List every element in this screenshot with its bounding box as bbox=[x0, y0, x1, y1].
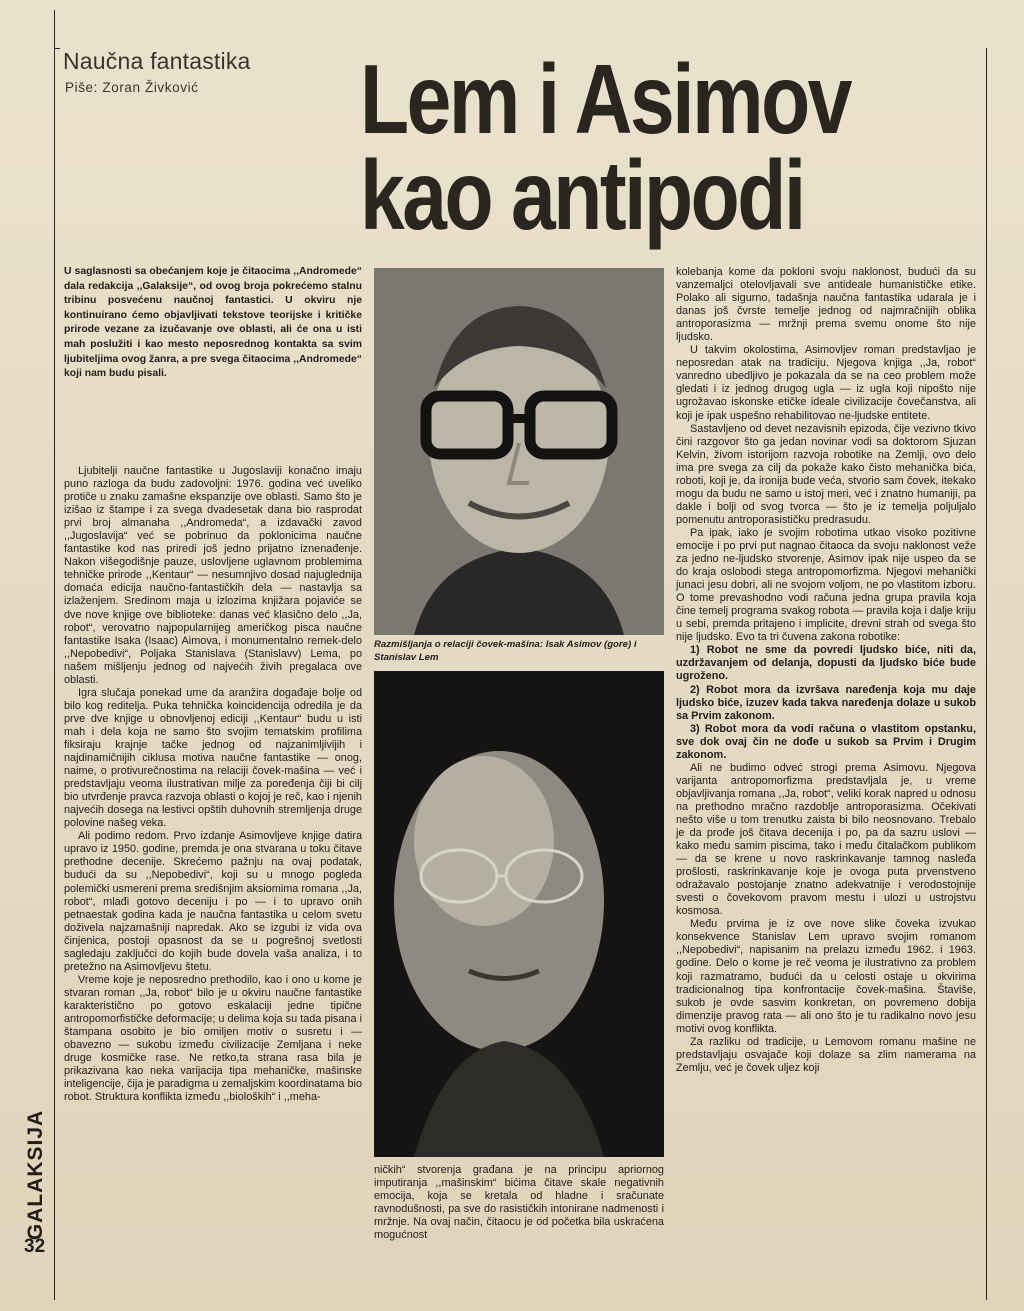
paragraph: U takvim okolostima, Asimovljev roman predstavljao je neposredan atak na tradiciju. Njegova knjiga ,,Ja, robot“ vanredno ubedljivo je pokazala da se na ceo problem može gledati i iz jednog drugog ugla — iz ugla koji nipošto nije ugrožavao iskonske etičke ideale civilizacije čovečanstva, ali koji je ipak uspešno rehabilitovao ne-ljudske entitete. bbox=[676, 344, 976, 422]
paragraph: Ali podimo redom. Prvo izdanje Asimovljeve knjige datira upravo iz 1950. godine, premda je ona stvarana u toku čitave prethodne decenije. Skrećemo pažnju na ovaj podatak, budući da su ,,Nepobedivi“, koji su u mnogo pogleda polemički usmereni prema središnjim aksiomima romana ,,Ja, robot“, mlađi gotovo deceniju i po — i to upravo onih petnaestak godina kada je naučna fantastika u celom svetu doživela najzamašniji napredak. Ako se izgubi iz vida ova činjenica, postoji opasnost da se u pogrešnoj svetlosti sagledaju zaključci do kojih bude dovela vaša analiza, i to pretežno na Asimovljevu štetu. bbox=[64, 830, 362, 973]
robotics-law-2: 2) Robot mora da izvršava naređenja koja mu daje ljudsko biće, izuzev kada takva naređenja dolaze u sukob sa Prvim zakonom. bbox=[676, 683, 976, 722]
headline bbox=[360, 44, 880, 250]
asimov-photo bbox=[374, 268, 664, 635]
magazine-logo bbox=[24, 1109, 48, 1241]
paragraph: Pa ipak, iako je svojim robotima utkao visoko pozitivne emocije i po prvi put nagnao čitaoca da svoju naklonost veže za jedno ne-ljudsko stvorenje, Asimov ipak nije uspeo da se do kraja oslobodi stega antropomorfizma. Njegovi mehanički junaci jesu dobri, ali ne svojom voljom, ne po vlastitom izboru. O tome prevashodno vodi računa jedna grupa pravila koja čine temelj programa svakog robota — pravila koja i dalje kriju u sebi, premda pritajeno i implicite, drevni strah od svega što nije ljudsko. Evo ta tri čuvena zakona robotike: bbox=[676, 526, 976, 644]
author-byline: Piše: Zoran Živković bbox=[65, 80, 199, 95]
paragraph: Vreme koje je neposredno prethodilo, kao i ono u kome je stvaran roman ,,Ja, robot“ bilo je u okviru naučne fantastike karakteristično po gotovo eskalaciji jedne tipične antropomorfističke deformacije; u delima koja su tada pisana i štampana osobito je bio omiljen motiv o susretu i — obavezno — sukobu između civilizacije Zemljana i neke druge kosmičke rase. Ne retko,ta strana rasa bila je prikazivana kao neka varijacija tipa mehaničke, mašinske inteligencije, čija je paradigma u zemaljskim koordinatama bio robot. Struktura konflikta između ,,bioloških“ i ,,meha- bbox=[64, 973, 362, 1104]
lem-portrait-illustration bbox=[374, 671, 664, 1157]
lem-photo bbox=[374, 671, 664, 1157]
paragraph: kolebanja kome da pokloni svoju naklonost, budući da su vanzemaljci otelovljavali sve antideale humanističke etike. Polako ali sigurno, tadašnja naučna fantastika udarala je i danas još čvrste temelje jednog od najmračnijih oblika antroporasizma — mržnji prema svemu onome što nije ljudsko. bbox=[676, 266, 976, 344]
paragraph: Sastavljeno od devet nezavisnih epizoda, čije vezivno tkivo čini razgovor što ga jedan novinar vodi sa doktorom Sjuzan Kelvin, živom istorijom razvoja robotike na Zemlji, ovo delo ima pre svega za cilj da pokaže kako čisto mehanička bića, roboti, koji je, da ironija bude veća, stvorio sam čovek, itekako mogu da budu ne samo u istoj meri, već i znatno humaniji, pa dakle i bolji od svog tvorca — što je iz temelja poljuljalo pomenutu antroporasističku predrasudu. bbox=[676, 422, 976, 526]
asimov-portrait-illustration bbox=[374, 268, 664, 635]
column-3 bbox=[676, 266, 976, 1075]
page-number: 32 bbox=[24, 1236, 46, 1257]
paragraph: ničkih“ stvorenja građana je na principu apriornog imputiranja ,,mašinskim“ bićima čitave skale negativnih emocija, koja se kretala od hladne i sračunate ravnodušnosti, pa sve do rasističkih intonirane nadmenosti i mržnje. Na ovaj način, čitaocu je od početka bila uskraćena mogućnost bbox=[374, 1164, 664, 1242]
lead-paragraph: U saglasnosti sa obećanjem koje je čitaocima ,,Andromede“ dala redakcija ,,Galaksije“, od ovog broja pokrećemo stalnu tribinu posvećenu naučnoj fantastici. U okviru nje kontinuirano ćemo objavljivati tekstove teorijske i kritičke prirode vezane za izučavanje ove oblasti, ali će ona u isti mah poslužiti i kao mesto neposrednog kontakta sa svim ljubiteljima ovog žanra, a pre svega čitaocima ,,Andromede“ koji nam budu pisali. bbox=[64, 266, 362, 380]
magazine-logo-text: GALAKSIJA bbox=[24, 1109, 48, 1241]
paragraph: Ali ne budimo odveć strogi prema Asimovu. Njegova varijanta antropomorfizma predstavljala je, u vreme objavljivanja romana ,,Ja, robot“, veliki korak napred u odnosu na prethodno mračno razdoblje antroporasizma. Očekivati nešto više u tom trenutku zaista bi bilo neosnovano. Trebalo je da prođe još čitava decenija i po, pa da sazru uslovi — kako među samim piscima, tako i među čitalačkom publikom — da se krene u novo raskrinkavanje tamnog nasleđa prošlosti, raskrinkavanje koje je ovoga puta prvenstveno odražavalo postojanje znatno adekvatnije i verodostojnije svesti o čovekovom pravom mestu i ulozi u ustrojstvu kosmosa. bbox=[676, 761, 976, 918]
right-column-rule bbox=[986, 48, 987, 1300]
paragraph: Za razliku od tradicije, u Lemovom romanu mašine ne predstavljaju osvajače koji dolaze sa zlim namerama na Zemlju, već je čovek uljez koji bbox=[676, 1035, 976, 1074]
headline-line-2: kao antipodi bbox=[360, 140, 804, 250]
robotics-law-1: 1) Robot ne sme da povredi ljudsko biće, niti da, uzdržavanjem od delanja, dopusti da ljudsko biće bude ugroženo. bbox=[676, 644, 976, 683]
paragraph: Ljubitelji naučne fantastike u Jugoslaviji konačno imaju puno razloga da budu zadovoljni: 1976. godina već uveliko protiče u znaku zamašne ekspanzije ove oblasti. Samo što je izišao iz štampe i za svega dvadesetak dana bio rasprodat prvi broj almanaha ,,Andromeda“, a izdavački zavod ,,Jugoslavija“ već se pobrinuo da poklonicima naučne fantastike kod nas priredi još jedno prijatno iznenađenje. Nakon višegodišnje pauze, uslovljene uglavnom problemima tehničke prirode ,,Kentaur“ — nesumnjivo dosad najuglednija domaća edicija naučno-fantastičkih dela — nastavlja sa izlaženjem. Sredinom maja u izlozima knjižara pojaviće se dve nove knjige ove biblioteke: danas već klasično delo ,,Ja, robot“, verovatno najpopularnijeg američkog pisca naučne fantastike Isaka (Isaac) Aimova, i monumentalno remek-delo ,,Nepobedivi“, Poljaka Stanislava (Stanislavv) Lema, po našem mišljenju jednog od najvećih živih pregalaca ove oblasti. bbox=[64, 465, 362, 686]
column-1 bbox=[64, 465, 362, 1104]
paragraph: Među prvima je iz ove nove slike čoveka izvukao konsekvence Stanislav Lem upravo svojim romanom ,,Nepobedivi“, napisanim na prelazu između 1962. i 1963. godine. Delo o kome je reč veoma je ilustrativno za problem koji razmatramo, budući da u celosti ostaje u okvirima tradicionalnog tipa konfrontacije čovek-mašina. Štaviše, sukob je ovde sasvim konkretan, on povremeno dobija dimenzije pravog rata — ali ono što je tu radikalno novo jesu motivi ovog konflikta. bbox=[676, 918, 976, 1035]
left-column-rule bbox=[54, 10, 55, 1300]
column-2-continuation bbox=[374, 1164, 664, 1242]
robotics-law-3: 3) Robot mora da vodi računa o vlastitom opstanku, sve dok ovaj čin ne dođe u sukob sa Prvim i Drugim zakonom. bbox=[676, 722, 976, 761]
paragraph: Igra slučaja ponekad ume da aranžira događaje bolje od bilo kog reditelja. Puka tehnička koincidencija odredila je da prve dve knjige u obnovljenoj ediciji ,,Kentaur“ budu u isti mah i dela koja ne samo što svojim tematskim profilima fiksiraju krajnje tačke jednog od najzanimljivijih i najdinamičnijih ciklusa motiva naučne fantastike — onog, naime, o protivurečnostima na relaciji čovek-mašina — već i predstavljaju veoma ilustrativan milje za poređenja čiji bi cilj bio utvrđenje pravca razvoja oblasti o kojoj je reč, kao i njenih najvećih dosega na lestivci opštih duhovnih stremljenja druge polovine našeg veka. bbox=[64, 686, 362, 830]
photo-caption: Razmišljanja o relaciji čovek-mašina: Isak Asimov (gore) i Stanislav Lem bbox=[374, 639, 637, 663]
headline-line-1: Lem i Asimov bbox=[360, 44, 851, 154]
header-rule bbox=[54, 48, 60, 49]
section-title: Naučna fantastika bbox=[63, 48, 251, 74]
